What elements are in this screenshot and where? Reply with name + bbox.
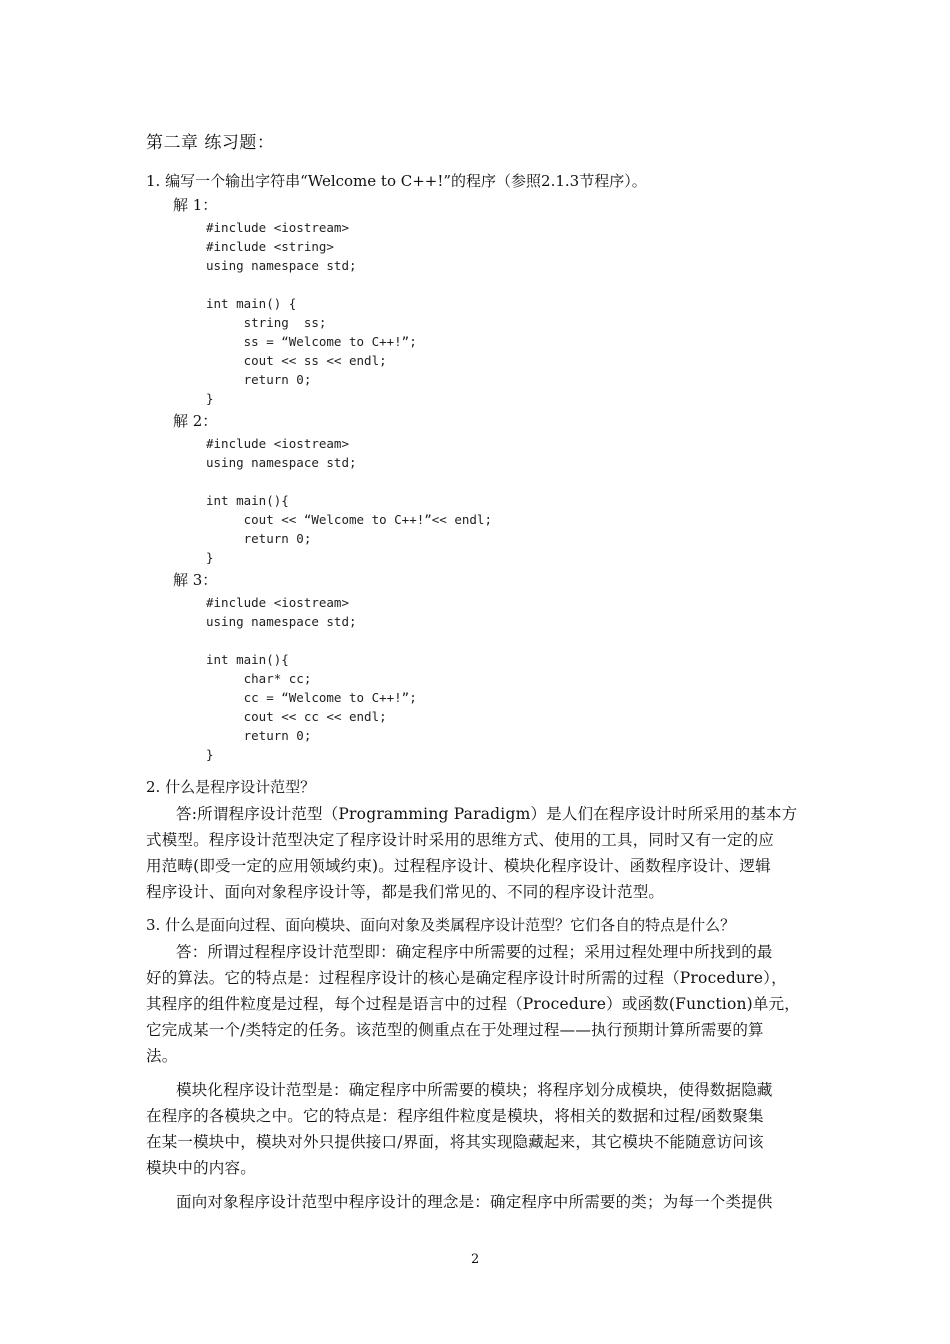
question-2-answer-line: 用范畴(即受一定的应用领域约束)。过程程序设计、模块化程序设计、函数程序设计、逻辑 — [146, 857, 771, 875]
solution-1-code-line: return 0; — [206, 372, 312, 387]
question-2-answer-line: 答:所谓程序设计范型（Programming Paradigm）是人们在程序设计时所采用的基本方 — [176, 805, 798, 823]
question-3-answer-line: 答：所谓过程程序设计范型即：确定程序中所需要的过程；采用过程处理中所找到的最 — [176, 943, 773, 961]
chapter-title: 第二章 练习题： — [146, 133, 275, 153]
solution-3-code-line: } — [206, 747, 214, 762]
solution-2-code-line: int main(){ — [206, 493, 289, 508]
solution-2-code-line: return 0; — [206, 531, 312, 546]
modular-paradigm-line: 在某一模块中，模块对外只提供接口/界面，将其实现隐藏起来，其它模块不能随意访问该 — [146, 1133, 764, 1151]
solution-3-code-line: int main(){ — [206, 652, 289, 667]
solution-2-code-line: cout << “Welcome to C++!”<< endl; — [206, 512, 492, 527]
question-1-title: 1. 编写一个输出字符串“Welcome to C++!”的程序（参照2.1.3节程序）。 — [146, 172, 647, 190]
solution-2-label: 解 2： — [173, 412, 218, 430]
solution-1-code-line: #include <iostream> — [206, 220, 349, 235]
solution-3-label: 解 3： — [173, 571, 218, 589]
question-3-answer-line: 法。 — [146, 1047, 178, 1065]
solution-2-code-line: using namespace std; — [206, 455, 357, 470]
question-3-answer-line: 其程序的组件粒度是过程，每个过程是语言中的过程（Procedure）或函数(Function)单元， — [146, 995, 801, 1013]
solution-1-code-line: cout << ss << endl; — [206, 353, 387, 368]
solution-1-code-line: } — [206, 391, 214, 406]
question-2-answer-line: 程序设计、面向对象程序设计等，都是我们常见的、不同的程序设计范型。 — [146, 883, 665, 901]
solution-1-label: 解 1： — [173, 196, 218, 214]
solution-1-code-line: #include <string> — [206, 239, 334, 254]
solution-3-code-line: cc = “Welcome to C++!”; — [206, 690, 417, 705]
solution-1-code-line: string ss; — [206, 315, 327, 330]
solution-1-code-line: using namespace std; — [206, 258, 357, 273]
question-3-title: 3. 什么是面向过程、面向模块、面向对象及类属程序设计范型？它们各自的特点是什么？ — [146, 916, 736, 934]
question-3-answer-line: 好的算法。它的特点是：过程程序设计的核心是确定程序设计时所需的过程（Procedure）， — [146, 969, 787, 987]
modular-paradigm-line: 模块中的内容。 — [146, 1159, 256, 1177]
oop-paradigm-line: 面向对象程序设计范型中程序设计的理念是：确定程序中所需要的类；为每一个类提供 — [176, 1193, 773, 1211]
solution-2-code-line: #include <iostream> — [206, 436, 349, 451]
solution-1-code-line: int main() { — [206, 296, 297, 311]
question-2-title: 2. 什么是程序设计范型？ — [146, 778, 316, 796]
solution-2-code-line: } — [206, 550, 214, 565]
solution-3-code-line: #include <iostream> — [206, 595, 349, 610]
question-2-answer-line: 式模型。程序设计范型决定了程序设计时采用的思维方式、使用的工具，同时又有一定的应 — [146, 831, 775, 849]
page-number: 2 — [471, 1252, 480, 1267]
solution-3-code-line: cout << cc << endl; — [206, 709, 387, 724]
modular-paradigm-line: 模块化程序设计范型是：确定程序中所需要的模块；将程序划分成模块，使得数据隐藏 — [176, 1081, 773, 1099]
solution-3-code-line: using namespace std; — [206, 614, 357, 629]
question-3-answer-line: 它完成某一个/类特定的任务。该范型的侧重点在于处理过程——执行预期计算所需要的算 — [146, 1021, 764, 1039]
modular-paradigm-line: 在程序的各模块之中。它的特点是：程序组件粒度是模块，将相关的数据和过程/函数聚集 — [146, 1107, 764, 1125]
solution-1-code-line: ss = “Welcome to C++!”; — [206, 334, 417, 349]
solution-3-code-line: char* cc; — [206, 671, 312, 686]
solution-3-code-line: return 0; — [206, 728, 312, 743]
